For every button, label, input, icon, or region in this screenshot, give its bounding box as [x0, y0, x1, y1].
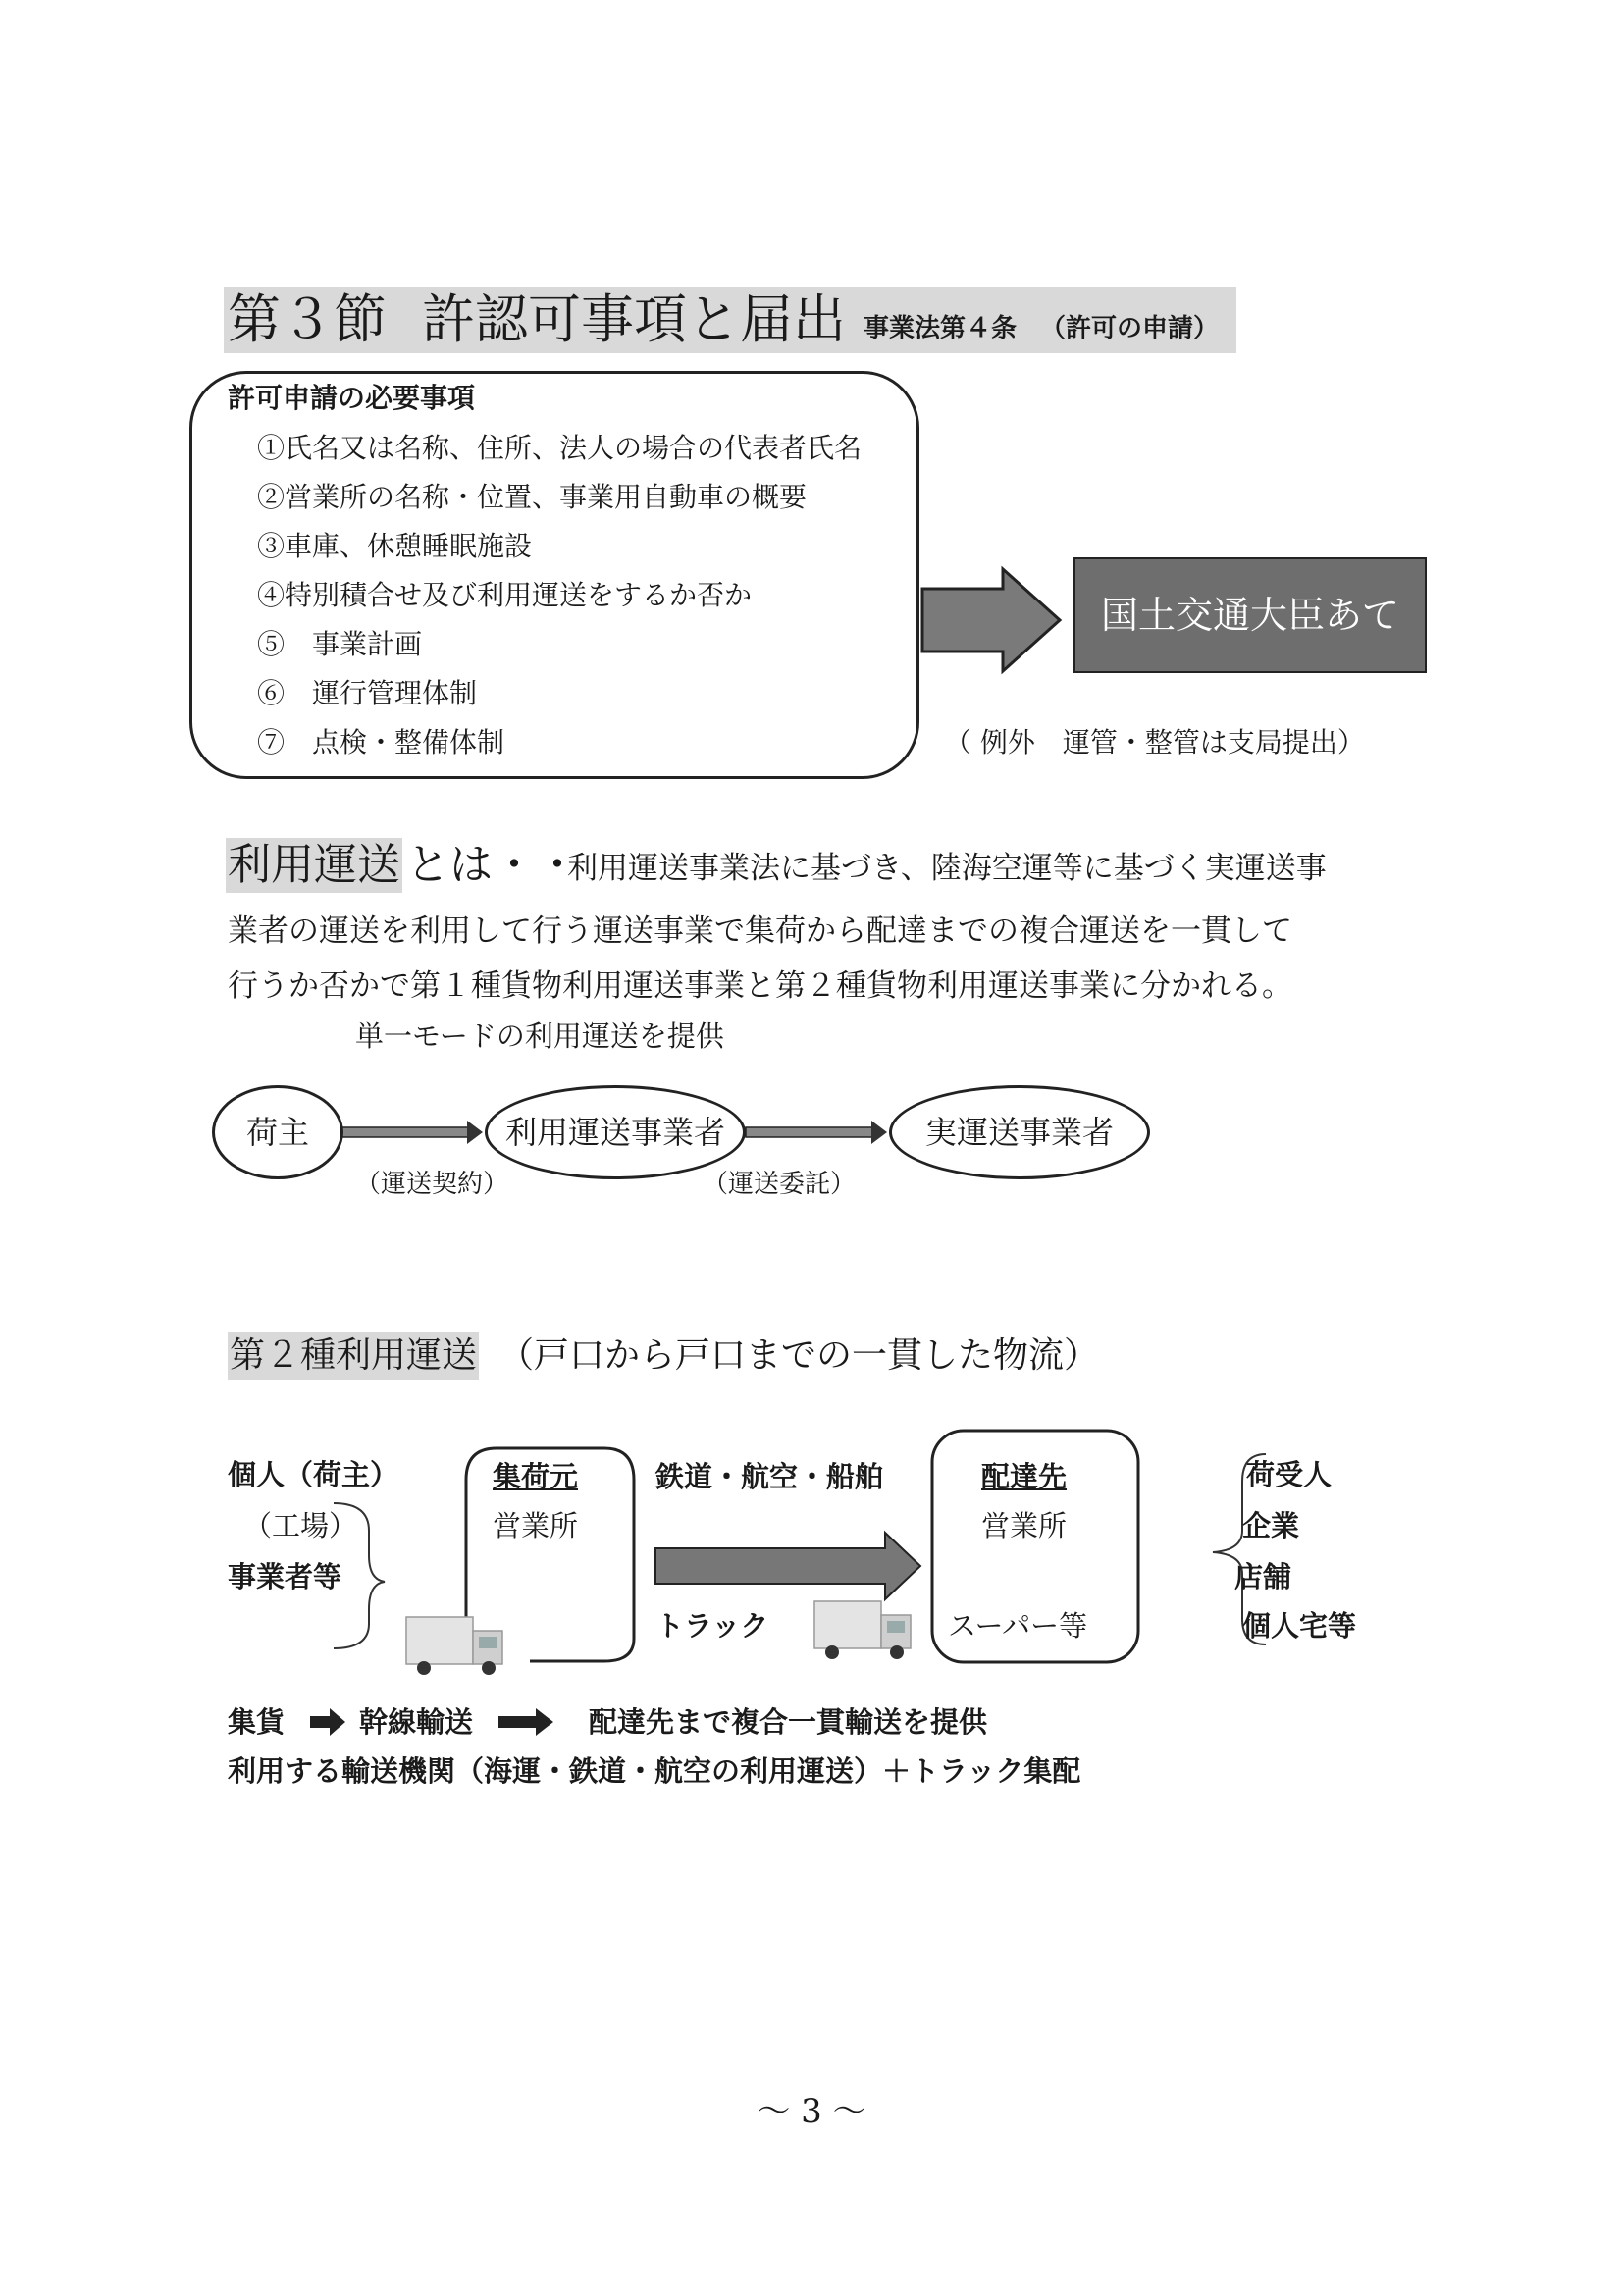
exception-note: （ 例外 運管・整管は支局提出） [944, 726, 1365, 758]
destination-title: 配達先 [981, 1460, 1068, 1493]
section-title: 許認可事項と届出 [422, 288, 846, 350]
receiver-item: 荷受人 [1246, 1458, 1333, 1491]
single-mode-caption: 単一モードの利用運送を提供 [355, 1019, 724, 1053]
arrow-icon [498, 1708, 553, 1736]
term-highlight: 利用運送 [226, 838, 402, 893]
flow-label-entrust: （運送委託） [703, 1170, 857, 1199]
truck-icon [814, 1601, 911, 1659]
application-item: ⑤ 事業計画 [257, 628, 423, 660]
node-carrier-label: 実運送事業者 [924, 1114, 1114, 1151]
application-item: ④特別積合せ及び利用運送をするか否か [257, 579, 753, 611]
truck-icon [406, 1617, 502, 1675]
application-item: ⑥ 運行管理体制 [257, 677, 478, 709]
definition-line-3: 行うか否かで第１種貨物利用運送事業と第２種貨物利用運送事業に分かれる。 [228, 968, 1292, 1004]
minister-label: 国土交通大臣あて [1100, 594, 1399, 637]
flow-trunk: 幹線輸送 [359, 1705, 474, 1739]
type2-subtitle: （戸口から戸口までの一貫した物流） [498, 1335, 1100, 1376]
receiver-item: 企業 [1242, 1509, 1300, 1542]
truck-label: トラック [655, 1609, 769, 1643]
definition-line-2: 業者の運送を利用して行う運送事業で集荷から配達までの複合運送を一貫して [228, 913, 1292, 949]
page-number: ～ 3 ～ [757, 2092, 866, 2131]
application-item: ①氏名又は名称、住所、法人の場合の代表者氏名 [257, 432, 863, 464]
term-toha: とは・・ [406, 840, 579, 890]
application-item: ③車庫、休憩睡眠施設 [257, 530, 533, 562]
section-number: 第３節 [228, 288, 387, 350]
submit-arrow-icon [922, 569, 1060, 671]
arrow-icon [467, 1121, 483, 1144]
destination-other: スーパー等 [948, 1609, 1088, 1643]
bottom-summary: 利用する輸送機関（海運・鉄道・航空の利用運送）＋トラック集配 [228, 1754, 1081, 1788]
flow-label-contract: （運送契約） [355, 1170, 509, 1199]
application-heading: 許可申請の必要事項 [228, 382, 476, 414]
application-item: ⑦ 点検・整備体制 [257, 726, 505, 758]
law-note: （許可の申請） [1040, 314, 1220, 343]
business-label: 事業者等 [228, 1560, 342, 1593]
flow-delivery: 配達先まで複合一貫輸送を提供 [589, 1705, 988, 1739]
modes-label: 鉄道・航空・船舶 [655, 1460, 884, 1493]
arrow-icon [310, 1708, 345, 1736]
law-reference: 事業法第４条 [864, 314, 1018, 343]
receiver-item: 店舗 [1234, 1560, 1292, 1593]
factory-label: （工場） [243, 1509, 358, 1542]
node-forwarder-label: 利用運送事業者 [504, 1114, 725, 1151]
type2-title: 第２種利用運送 [228, 1332, 479, 1380]
flow-collect: 集貨 [228, 1705, 286, 1739]
origin-sub: 営業所 [493, 1509, 579, 1542]
definition-line-1: 利用運送事業法に基づき、陸海空運等に基づく実運送事 [567, 851, 1327, 886]
node-shipper-label: 荷主 [245, 1114, 309, 1151]
origin-title: 集荷元 [493, 1460, 579, 1493]
destination-sub: 営業所 [981, 1509, 1068, 1542]
application-item: ②営業所の名称・位置、事業用自動車の概要 [257, 481, 808, 513]
receiver-item: 個人宅等 [1242, 1609, 1357, 1643]
shipper-label: 個人（荷主） [228, 1458, 399, 1491]
trunk-arrow-icon [655, 1533, 920, 1599]
arrow-icon [871, 1121, 887, 1144]
